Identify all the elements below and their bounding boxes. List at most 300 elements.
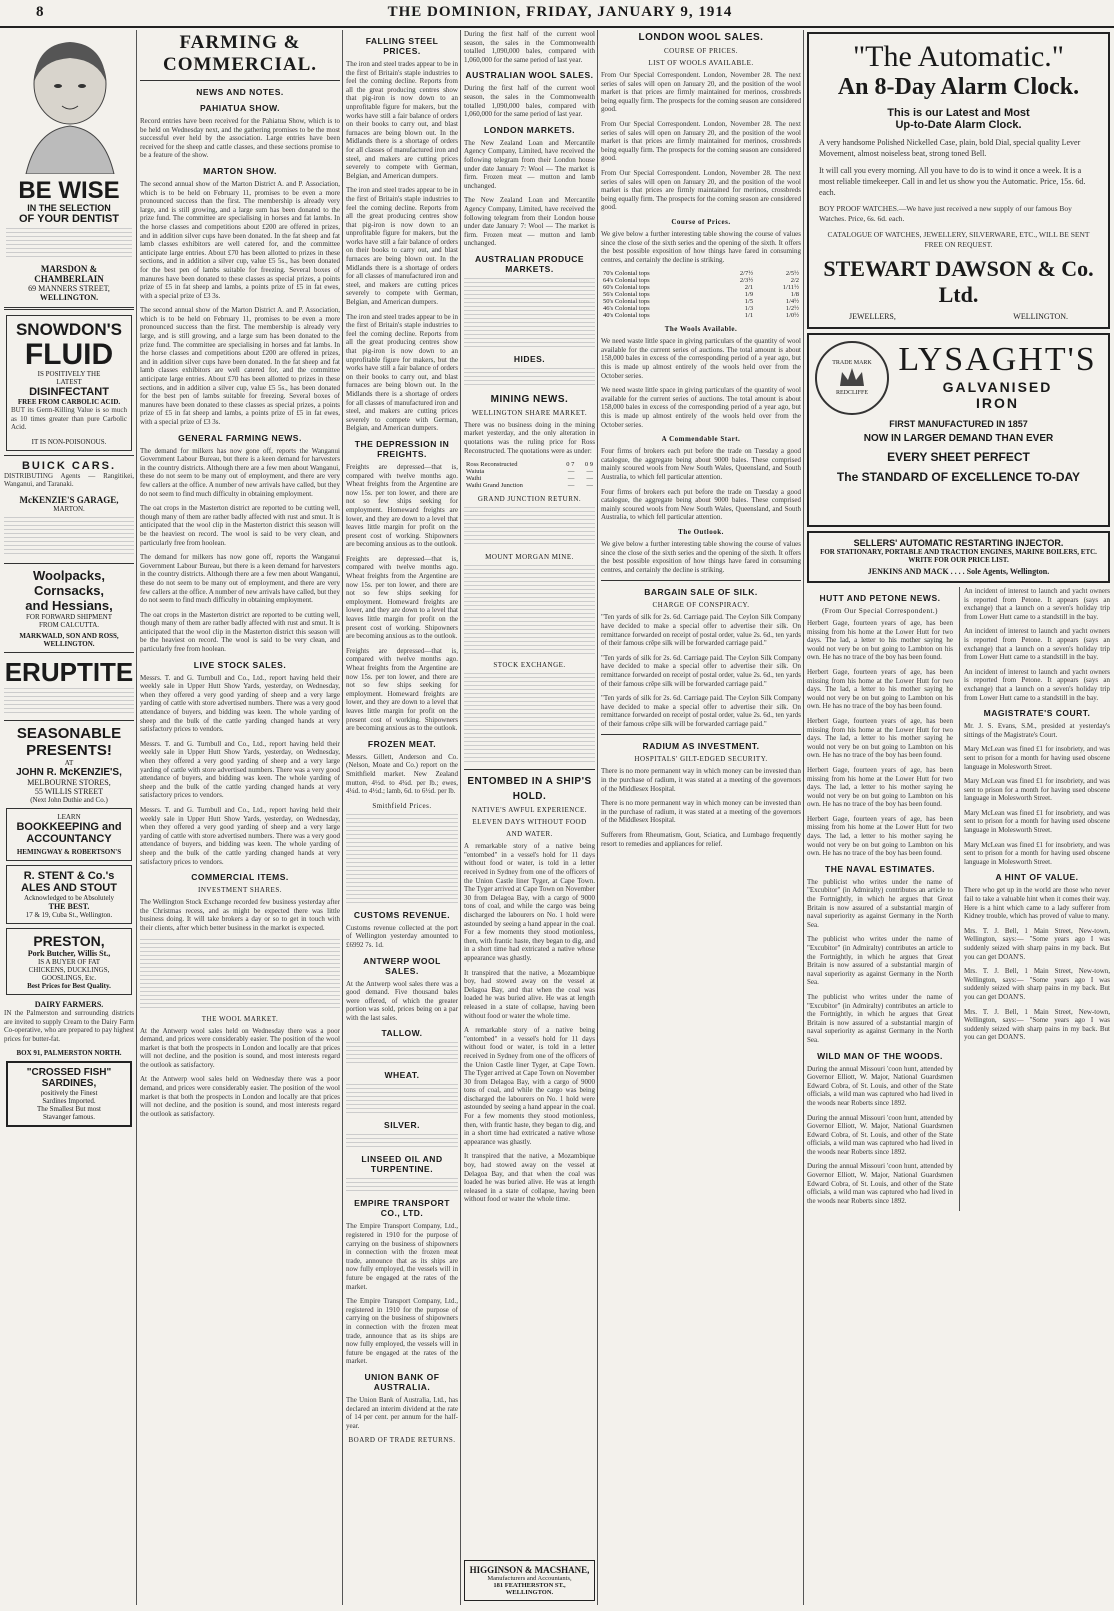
stent-advert <box>6 865 132 924</box>
be-wise-line: OF YOUR DENTIST <box>18 213 120 225</box>
price-a: 2/7½ <box>739 270 754 278</box>
woolpacks-line: FOR FORWARD SHIPMENT <box>26 612 112 621</box>
article-subheading: WELLINGTON SHARE MARKET. <box>471 408 588 417</box>
share-quotes-table <box>464 461 595 489</box>
article-text: During the annual Missouri 'coon hunt, attended by Governor Elliott, W. Major, National Guardsmen Edward Cobra, of St. Louis, and other of the State officials, a wild man was captured who had lived in the woods near Roberts since 1892. <box>807 1064 953 1107</box>
article-subheading: THE WOOL MARKET. <box>201 1014 279 1023</box>
article-text: The iron and steel trades appear to be in the first of Britain's staple industries to feel the coming decline. Reports from all the great producing centres show that pig-iron is now down to an unprofitable figure for makers, but the works have still a fair balance of orders on their books to carry out, and blast furnaces are being blown out. In the Midlands there is a shortage of orders for all classes of manufactured iron and steel, and makers are cutting prices severely to compete with German, Belgian, and American dumpers. <box>346 60 458 180</box>
price-b: 2/5½ <box>785 270 799 278</box>
stent-best: THE BEST. <box>48 901 90 911</box>
price-b: 1/4½ <box>785 298 799 306</box>
dentist-name: MARSDON & CHAMBERLAIN <box>34 264 104 284</box>
article-text: "Ten yards of silk for 2s. 6d. Carriage paid. The Ceylon Silk Company have decided to make a special offer to advertise their silk. On remittance forwarded on receipt of postal order, value 2s. 6d., ten yards of their famous crêpe silk will be forwarded carriage paid." <box>601 694 801 728</box>
alarm-description: It will call you every morning. All you have to do is to wind it once a week. It is a most reliable timekeeper. Call in and let us show you the Automatic. Price, 15s. 6d. each. <box>819 166 1086 197</box>
table-row <box>601 270 801 277</box>
table-row <box>601 284 801 291</box>
article-subheading: (From Our Special Correspondent.) <box>821 607 939 615</box>
article-text: Mr. J. S. Evans, S.M., presided at yesterday's sittings of the Magistrate's Court. <box>964 722 1110 739</box>
table-row <box>601 312 801 319</box>
snowdon-nonpoisonous: IT IS NON-POISONOUS. <box>31 437 107 446</box>
stent-line: Acknowledged to be Absolutely <box>23 893 114 902</box>
article-text: The second annual show of the Marton District A. and P. Association, which is to be held on February 11, promises to be even a more pronounced success than the first. The membership is already very large, and is still growing, and a large sum has been donated to the prize fund. The committee are specialising in horses and fat lambs. In the horse classes and competitions about £200 are offered in prizes, and in addition silver cups have been donated. In the fat sheep and fat lamb classes exhibitors are well catered for, and the committee anticipate large entries. About £70 has been allotted to prizes in these sections, and in addition a silver cup, value £5 5s., has been donated for the best pen of lambs suitable for freezing. Several boxes of manures have been donated to these classes as special prizes, a points prize of £5 in fat sheep and lambs, a points prize of £5 in fat ewes, with a special prize of £3 3s. <box>140 179 340 300</box>
article-text: Herbert Gage, fourteen years of age, has been missing from his home at the Lower Hutt for two days. The lad, a letter to his mother saying he would not very be on but going to Lambton on his own. He has no trace of the boy has been found. <box>807 619 953 662</box>
automatic-advert <box>807 32 1110 329</box>
dentist-address: 69 MANNERS STREET, <box>28 284 110 293</box>
article-text: The publicist who writes under the name of "Excubitor" (in Admiralty) contributes an article to the Fortnightly, in which he argues that Great Britain is now assured of a substantial margin of naval superiority as against Germany in the North Sea. <box>807 935 953 987</box>
article-text: Mary McLean was fined £1 for insobriety, and was sent to prison for a month for having used obscene language in Molesworth Street. <box>964 840 1110 866</box>
preston-advert <box>6 928 132 995</box>
article-heading: UNION BANK OF AUSTRALIA. <box>364 1371 440 1392</box>
bookkeeping-advert <box>6 808 132 861</box>
iron-text: IRON <box>976 395 1019 411</box>
higginson-name: HIGGINSON & MACSHANE, <box>469 1565 590 1575</box>
article-text: Freights are depressed—that is, compared with twelve months ago. Wheat freights from the Argentine are now 15s. per ton lower, and there are not so few ships seeking for employment. Homeward freights are lower, and they are down to a level that leaves little margin for profit on the present cost of working. Shipowners are becoming anxious as to the outlook. <box>346 462 458 549</box>
article-heading: MAGISTRATE'S COURT. <box>983 708 1091 719</box>
mckenzie-note: (Next John Duthie and Co.) <box>30 795 108 804</box>
grade: 56's Colonial tops <box>603 291 650 299</box>
price-a: 1/1 <box>744 312 754 320</box>
at-text: AT <box>64 758 74 767</box>
article-text: The second annual show of the Marton District A. and P. Association, which is to be held on February 11, promises to be even a more pronounced success than the first. The membership is already very large, and is still growing, and a large sum has been donated to the prize fund. The committee are specialising in horses and fat lambs. In the horse classes and competitions about £200 are offered in prizes, and in addition silver cups have been donated. In the fat sheep and fat lamb classes exhibitors are well catered for, and the committee anticipate large entries. About £70 has been allotted to prizes in these sections, and in addition a silver cup, value £5 5s., has been donated for the best pen of lambs suitable for freezing. Several boxes of manures have been donated to these classes as special prizes, a points prize of £5 in fat sheep and lambs, a points prize of £5 in fat ewes, with a special prize of £3 3s. <box>140 306 340 426</box>
woolpacks-title: and Hessians, <box>25 597 113 613</box>
article-text: Four firms of brokers each put before the trade on Tuesday a good catalogue, the aggregate being about 9000 bales. These comprised mainly scoured wools from New South Wales, Queensland, and South Australia, to which fell particular attention. <box>601 447 801 481</box>
alarm-title: An 8-Day Alarm Clock. <box>837 74 1080 100</box>
article-text: The publicist who writes under the name of "Excubitor" (in Admiralty) contributes an article to the Fortnightly, in which he argues that Great Britain is now assured of a substantial margin of naval superiority as against Germany in the North Sea. <box>807 877 953 929</box>
article-text: We need waste little space in giving particulars of the quantity of wool available for the current series of auctions. The total amount is about 158,000 bales in excess of the corresponding period of a year ago, but this is made up almost entirely of the wools held over from the October series. <box>601 386 801 429</box>
section-subtitle: NEWS AND NOTES. <box>196 87 284 97</box>
stewart-footer <box>819 312 1098 321</box>
article-text: During the first half of the current wool season, the sales in the Commonwealth totalled 1,090,000 bales, compared with 1,060,000 for the same period of last year. <box>464 84 595 119</box>
article-text: At the Antwerp wool sales held on Wednesday there was a poor demand, and prices were considerably easier. The position of the wool market is that both the prospects in London and locally are that prices will not decline, and the position is sound, and most interests regard the outlook as satisfactory. <box>140 1075 340 1118</box>
column-adverts <box>4 30 134 1605</box>
article-subheading: BOARD OF TRADE RETURNS. <box>348 1436 456 1445</box>
article-text: Herbert Gage, fourteen years of age, has been missing from his home at the Lower Hutt for two days. The lad, a letter to his mother saying he would not very be on but going to Lambton on his own. He has no trace of the boy has been found. <box>807 667 953 711</box>
article-text: The Empire Transport Company, Ltd., registered in 1910 for the purpose of carrying on the business of shipowners in connection with the frozen meat trade, announce that as its ships are now fully employed, the vessels will in future be engaged at the rates of the market. <box>346 1297 458 1366</box>
snowdon-fluid: FLUID <box>24 338 114 371</box>
share-name: Waihi Grand Junction <box>466 482 523 490</box>
higginson-advert <box>464 1560 595 1601</box>
article-text: Record entries have been received for the Pahiatua Show, which is to be held on Wednesday next, and the gathering promises to be the most successful ever held by the association. Large entries have been received for the sheep and cattle classes, and these sections promise to be a feature of the show. <box>140 117 340 160</box>
higginson-line: Manufacturers and Accountants, <box>487 1575 572 1582</box>
garage-name: McKENZIE'S GARAGE, <box>19 494 119 505</box>
presents-title: PRESENTS! <box>26 741 112 759</box>
snowdon-line: FREE FROM CARBOLIC ACID. <box>17 398 121 406</box>
article-text: The New Zealand Loan and Mercantile Agency Company, Limited, have received the following telegram from their London house under date January 7: Wool — The market is firm. Frozen meat — mutton and lamb unchanged. <box>464 138 595 190</box>
snowdon-title: SNOWDON'S <box>15 320 123 339</box>
buick-title: BUICK CARS. <box>21 459 117 472</box>
crown-icon <box>838 366 866 390</box>
right-columns <box>807 587 1110 1211</box>
article-heading: AUSTRALIAN PRODUCE MARKETS. <box>474 253 585 274</box>
article-text: We give below a further interesting table showing the course of values since the close of the sixth series and the opening of the sixth. It offers the best possible exposition of how things have fared in consuming centres, and certainly the decline is striking. <box>601 229 801 264</box>
article-heading: LONDON MARKETS. <box>483 124 576 135</box>
table-row <box>464 475 595 482</box>
article-heading: SILVER. <box>384 1120 420 1131</box>
snowdon-disinfectant: DISINFECTANT <box>29 386 109 398</box>
article-text: Mrs. T. J. Bell, 1 Main Street, New-town, Wellington, says:— "Some years ago I was suddenly seized with sharp pains in my back. But you can get DOAN'S. <box>964 926 1110 961</box>
article-text: The demand for milkers has now gone off, reports the Wanganui Government Labour Bureau, but there is a keen demand for harvesters in the country districts. Although there are a few men about Wanganui, these do not seem to be many out of employment, and there are very few callers at the office. A number of new arrivals have called, but they do not seem to find much difficulty in obtaining employment. <box>140 553 340 605</box>
column-farming <box>140 30 340 1605</box>
be-wise-line: IN THE SELECTION <box>27 203 111 213</box>
article-text: "Ten yards of silk for 2s. 6d. Carriage paid. The Ceylon Silk Company have decided to make a special offer to advertise their silk. On remittance forwarded on receipt of postal order, value 2s. 6d., ten yards of their famous crêpe silk will be forwarded carriage paid." <box>601 613 801 648</box>
share-sellers: — <box>586 468 593 476</box>
mckenzie-name: JOHN R. McKENZIE'S, <box>16 766 122 778</box>
column-rule <box>460 30 461 1605</box>
automatic-title: "The Automatic." <box>852 40 1065 73</box>
lysaght-line: The STANDARD OF EXCELLENCE TO-DAY <box>836 470 1081 484</box>
preston-line: GOOSLINGS, Etc. <box>41 973 97 982</box>
article-heading: TALLOW. <box>381 1028 423 1039</box>
column-markets <box>464 30 595 1605</box>
price-a: 1/9 <box>744 291 754 299</box>
article-text: An incident of interest to launch and yacht owners is reported from Petone. It appears (says an exchange) that a launch on a seven's holiday trip from Lower Hutt came to a standstill in the bay. <box>964 667 1110 702</box>
article-subheading: A Commendable Start. <box>661 435 741 444</box>
lysaght-line: EVERY SHEET PERFECT <box>887 450 1030 464</box>
share-name: Waiuta <box>466 468 485 476</box>
garage-town: MARTON. <box>53 504 85 513</box>
column-right <box>807 30 1110 1605</box>
section-title: FARMING & COMMERCIAL. <box>162 32 318 75</box>
article-heading: WHEAT. <box>384 1070 420 1081</box>
table-row <box>601 291 801 298</box>
article-text: Mary McLean was fined £1 for insobriety, and was sent to prison for a month for having used obscene language in Molesworth Street. <box>964 777 1110 803</box>
article-text: The iron and steel trades appear to be in the first of Britain's staple industries to feel the coming decline. Reports from all the great producing centres show that pig-iron is now down to an unprofitable figure for makers, but the works have still a fair balance of orders on their books to carry out, and blast furnaces are being blown out. In the Midlands there is a shortage of orders for all classes of manufactured iron and steel, and makers are cutting prices severely to compete with German, Belgian, and American dumpers. <box>346 312 458 433</box>
gear-cutting-text <box>4 517 134 557</box>
article-heading: COMMERCIAL ITEMS. <box>191 872 289 883</box>
article-text: There who get up in the world are those who never fail to take a valuable hint when it comes their way. Here is a hint which came to a lady sufferer from Kidney trouble, which has proved of value to many. <box>964 886 1110 921</box>
share-buyers: — <box>567 468 575 476</box>
stent-title: R. STENT & Co.'s <box>23 869 115 882</box>
article-text: Messrs. Gillett, Anderson and Co. (Nelson, Moate and Co.) report on the Smithfield market. New Zealand mutton, 4½d. to 4¾d. per lb.; ewes, 4¼d. to 4½d.; lamb, 6d. to 6½d. per lb. <box>346 752 458 796</box>
right-subcolumn <box>807 587 953 1211</box>
snowdon-advert <box>6 315 132 451</box>
share-sellers: — <box>586 475 593 483</box>
share-buyers: 0 7 <box>566 461 575 469</box>
portrait-illustration <box>6 34 134 174</box>
alarm-description: A very handsome Polished Nickelled Case, plain, bold Dial, special quality Lever Movement, almost noiseless beat, strong toned Bell. <box>819 138 1081 158</box>
article-heading: HIDES. <box>513 353 546 364</box>
accountancy-title: ACCOUNTANCY <box>26 832 112 845</box>
article-heading: GENERAL FARMING NEWS. <box>178 432 302 443</box>
article-text: Sufferers from Rheumatism, Gout, Sciatica, and Lumbago frequently resort to remedies and appliances for relief. <box>601 831 801 848</box>
article-heading: AUSTRALIAN WOOL SALES. <box>465 70 594 81</box>
divider <box>4 563 134 564</box>
latest-line: This is our Latest and Most <box>887 107 1030 119</box>
sardines-line: Sardines Imported. <box>42 1097 96 1106</box>
lysaght-advert <box>807 333 1110 527</box>
price-b: 1/11½ <box>782 284 799 292</box>
learn-text: LEARN <box>57 812 81 821</box>
article-text: From Our Special Correspondent. London, November 28. The next series of sales will open on January 20, and the position of the wool market is that prices are firmly maintained for merinos, crossbreds being equally firm. The prospects for the coming season are considered good. <box>601 71 801 114</box>
table-row <box>464 461 595 468</box>
sardines-line: The Smallest But most <box>37 1105 101 1114</box>
article-heading: CUSTOMS REVENUE. <box>353 909 451 920</box>
latest-line: Up-to-Date Alarm Clock. <box>895 119 1022 131</box>
preston-line: Pork Butcher, Willis St., <box>27 948 111 958</box>
entombed-sub: ELEVEN DAYS WITHOUT FOOD <box>472 818 587 827</box>
be-wise-heading: BE WISE <box>18 177 120 204</box>
snowdon-line: LATEST <box>56 378 82 386</box>
article-heading: THE NAVAL ESTIMATES. <box>825 863 935 874</box>
article-text: There was no business doing in the mining market yesterday, and the only alteration in quotations was the ruling price for Ross Reconstructed. The quotations were as under: <box>464 420 595 455</box>
sardines-line: positively the Finest <box>40 1089 98 1098</box>
article-heading: MINING NEWS. <box>490 393 569 405</box>
article-text: The oat crops in the Masterton district are reported to be cutting well, though many of them are rather badly affected with rust and smut. It is anticipated that the wool clip in the Masterton district this season will be the heaviest on record. The wool is said to be very clean, and particularly free from hoolean. <box>140 504 340 547</box>
article-text: Freights are depressed—that is, compared with twelve months ago. Wheat freights from the Argentine are now 15s. per ton lower, and there are not so few ships seeking for employment. Homeward freights are lower, and they are down to a level that leaves little margin for profit on the present cost of working. Shipowners are becoming anxious as to the outlook. <box>346 554 458 641</box>
article-text: We need waste little space in giving particulars of the quantity of wool available for the current series of auctions. The total amount is about 158,000 bales in excess of the corresponding period of a year ago, but this is made up almost entirely of the wools held over from the October series. <box>601 337 801 380</box>
masthead: THE DOMINION, FRIDAY, JANUARY 9, 1914 <box>387 4 733 20</box>
lysaght-line: FIRST MANUFACTURED IN 1857 <box>889 419 1028 429</box>
price-b: 1/2½ <box>785 305 799 313</box>
article-text: Freights are depressed—that is, compared with twelve months ago. Wheat freights from the Argentine are now 15s. per ton lower, and there are not so few ships seeking for employment. Homeward freights are lower, and they are down to a level that leaves little margin for profit on the present cost of working. Shipowners are becoming anxious as to the outlook. <box>346 646 458 733</box>
table-row <box>601 298 801 305</box>
column-rule <box>136 30 137 1605</box>
article-text: From Our Special Correspondent. London, November 28. The next series of sales will open on January 20, and the position of the wool market is that prices are firmly maintained for merinos, crossbreds being equally firm. The prospects for the coming season are considered good. <box>601 168 801 212</box>
divider <box>601 580 801 581</box>
article-heading: HUTT AND PETONE NEWS. <box>819 593 941 603</box>
wheat-text <box>346 1084 458 1114</box>
table-row <box>601 277 801 284</box>
table-row <box>464 482 595 489</box>
article-text: Messrs. T. and G. Turnbull and Co., Ltd., report having held their weekly sale in Upper Hutt Show Yards, yesterday, on Wednesday, when they offered a very good yarding of sheep and a very large yarding of cattle with store advertised numbers. There was a very good attendance of buyers, and bidding was keen. The whole yarding of sheep and the bulk of the cattle yarding changed hands at very satisfactory prices to vendors. <box>140 805 340 866</box>
table-row <box>601 305 801 312</box>
article-text: During the annual Missouri 'coon hunt, attended by Governor Elliott, W. Major, National Guardsmen Edward Cobra, of St. Louis, and other of the State officials, a wild man was captured who had lived in the woods near Roberts since 1892. <box>807 1113 953 1156</box>
share-buyers: — <box>567 482 575 490</box>
eruptite-title: ERUPTITE <box>4 656 134 687</box>
article-heading: LIVE STOCK SALES. <box>193 659 287 670</box>
article-text: Messrs. T. and G. Turnbull and Co., Ltd., report having held their weekly sale in Upper Hutt Show Yards, yesterday, on Wednesday, when they offered a very good yarding of sheep and a very large yarding of cattle with store advertised numbers. There was a very good attendance of buyers, and bidding was keen. The whole yarding of sheep and the bulk of the cattle yarding changed hands at very satisfactory prices to vendors. <box>140 673 340 734</box>
share-sellers: — <box>586 482 593 490</box>
price-a: 1/3 <box>744 305 754 313</box>
article-subheading: HOSPITALS' GILT-EDGED SECURITY. <box>634 755 768 764</box>
snowdon-line: IS POSITIVELY THE <box>37 370 101 378</box>
preston-price: Best Prices for Best Quality. <box>27 981 111 990</box>
stent-ales: ALES AND STOUT <box>21 881 117 894</box>
column-rule <box>342 30 343 1605</box>
trademark-text: TRADE MARK <box>832 360 872 366</box>
eruptite-text <box>4 688 134 714</box>
article-text: During the first half of the current wool season, the sales in the Commonwealth totalled 1,090,000 bales, compared with 1,060,000 for the same period of last year. <box>464 30 595 64</box>
article-subheading: STOCK EXCHANGE. <box>493 661 566 670</box>
jenkins-name: JENKINS AND MACK . . . . Sole Agents, Wellington. <box>867 567 1050 576</box>
prices-table <box>601 270 801 319</box>
article-subheading: CHARGE OF CONSPIRACY. <box>652 601 750 610</box>
article-text: Herbert Gage, fourteen years of age, has been missing from his home at the Lower Hutt for two days. The lad, a letter to his mother saying he would not very be on but going to Lambton on his own. He has no trace of the boy has been found. <box>807 716 953 760</box>
dairy-title: DAIRY FARMERS. <box>34 999 104 1009</box>
divider <box>4 307 134 310</box>
article-text: There is no more permanent way in which money can be invested than in the purchase of radium, it was stated at a meeting of the governors of the Middlesex Hospital. <box>601 799 801 825</box>
article-heading: A HINT OF VALUE. <box>995 872 1079 883</box>
article-text: Customs revenue collected at the port of Wellington yesterday amounted to £6992 7s. 1d. <box>346 923 458 949</box>
article-text: Herbert Gage, fourteen years of age, has been missing from his home at the Lower Hutt for two days. The lad, a letter to his mother saying he would not very be on but going to Lambton on his own. He has no trace of the boy has been found. <box>807 765 953 809</box>
column-rule <box>597 30 598 1605</box>
woolpacks-title: Woolpacks, Cornsacks, <box>32 567 105 598</box>
stewart-dawson-name: STEWART DAWSON & Co. Ltd. <box>823 256 1094 307</box>
article-text: During the annual Missouri 'coon hunt, attended by Governor Elliott, W. Major, National Guardsmen Edward Cobra, of St. Louis, and other of the State officials, a wild man was captured who had lived in the woods near Roberts since 1892. <box>807 1162 953 1205</box>
preston-line: IS A BUYER OF FAT <box>37 957 101 966</box>
silver-text <box>346 1134 458 1148</box>
grade: 64's Colonial tops <box>603 277 650 285</box>
price-a: 2/1 <box>744 284 754 292</box>
divider <box>140 80 340 81</box>
buick-body: DISTRIBUTING Agents — Rangitikei, Wanganui, and Taranaki. <box>4 471 134 489</box>
markwald-name: MARKWALD, SON AND ROSS, WELLINGTON. <box>19 631 119 648</box>
galvanised-text: GALVANISED <box>942 379 1053 395</box>
article-text: From Our Special Correspondent. London, November 28. The next series of sales will open on January 20, and the position of the wool market is that prices are firmly maintained for merinos, crossbreds being equally firm. The prospects for the coming season are considered good. <box>601 119 801 163</box>
article-text: The Wellington Stock Exchange recorded few business yesterday after the Christmas recess, and as might be expected there was little business doing. It will take brokers a day or so to get in touch with their clients, after which better business in the market is expected. <box>140 898 340 932</box>
grade: 46's Colonial tops <box>603 305 650 313</box>
article-heading: FALLING STEEL PRICES. <box>365 36 439 56</box>
preston-title: PRESTON, <box>33 932 105 949</box>
mckenzie-street: 55 WILLIS STREET <box>34 786 104 796</box>
article-subheading: Smithfield Prices. <box>372 801 432 810</box>
article-heading: RADIUM AS INVESTMENT. <box>642 741 760 752</box>
divider <box>4 455 134 456</box>
hides-text <box>464 368 595 388</box>
grade: 70's Colonial tops <box>603 270 650 278</box>
article-text: We give below a further interesting table showing the course of values since the close of the sixth series and the opening of the sixth. It offers the best possible exposition of how things have fared in consuming centres, and certainly the decline is striking. <box>601 539 801 574</box>
article-text: Mrs. T. J. Bell, 1 Main Street, New-town, Wellington, says:— "Some years ago I was suddenly seized with sharp pains in my back. But you can get DOAN'S. <box>964 1007 1110 1042</box>
mount-morgan-text <box>464 565 595 655</box>
article-heading: PAHIATUA SHOW. <box>199 103 281 113</box>
page-header <box>0 0 1114 28</box>
sardines-line: Stavanger famous. <box>42 1113 96 1122</box>
price-b: 1/0½ <box>785 312 799 320</box>
catalogue-text: CATALOGUE OF WATCHES, JEWELLERY, SILVERWARE, ETC., WILL BE SENT FREE ON REQUEST. <box>827 230 1090 249</box>
article-text: It transpired that the native, a Mozambique boy, had stowed away on the vessel at Delagoa Bay, and that when the coal was loaded he was buried alive. He was at length released in a state of collapse, having been without food or water the whole time. <box>464 1152 595 1204</box>
boy-watch-text: BOY PROOF WATCHES.—We have just received a new supply of our famous Boy Watches. Price, 6s. 6d. each. <box>819 204 1072 223</box>
article-text: An incident of interest to launch and yacht owners is reported from Petone. It appears (says an exchange) that a launch on a seven's holiday trip from Lower Hutt came to a standstill in the bay. <box>964 627 1110 662</box>
article-text: Mary McLean was fined £1 for insobriety, and was sent to prison for a month for having used obscene language in Molesworth Street. <box>964 745 1110 771</box>
article-text: There is no more permanent way in which money can be invested than in the purchase of radium, it was stated at a meeting of the governors of the Middlesex Hospital. <box>601 767 801 793</box>
article-text: The Union Bank of Australia, Ltd., has declared an interim dividend at the rate of 14 per cent. per annum for the half-year. <box>346 1395 458 1430</box>
produce-text <box>464 278 595 348</box>
article-text: A remarkable story of a native being "entombed" in a vessel's hold for 11 days without food or water, is told in a letter received in Sydney from one of the officers of the Union Castle liner Tyger, at Cape Town. The Tyger arrived at Cape Town on November 30 from Delagoa Bay, with a cargo of 9000 tons of coal, and while the cargo was being discharged the labourers on No. 1 hold were astounded by seeing a hand appear in the coal. For a few moments they stood motionless, then, with frantic haste, they began to dig, and in a short time had extricated a native whose appearance was ghastly. <box>464 842 595 962</box>
woolpacks-line: FROM CALCUTTA. <box>38 620 100 629</box>
article-text: Four firms of brokers each put before the trade on Tuesday a good catalogue, the aggregate being about 9000 bales. These comprised mainly scoured wools from New South Wales, Queensland, and South Australia, to which fell particular attention. <box>601 487 801 522</box>
article-text: "Ten yards of silk for 2s. 6d. Carriage paid. The Ceylon Silk Company have decided to make a special offer to advertise their silk. On remittance forwarded on receipt of postal order, value 2s. 6d., ten yards of their famous crêpe silk will be forwarded carriage paid." <box>601 653 801 688</box>
entombed-sub: AND WATER. <box>506 830 553 839</box>
article-heading: FROZEN MEAT. <box>367 738 437 749</box>
lysaght-title: LYSAGHT'S <box>898 341 1097 378</box>
stent-address: 17 & 19, Cuba St., Wellington. <box>25 910 113 919</box>
dentist-address: WELLINGTON. <box>39 293 99 302</box>
right-subcolumn <box>959 587 1110 1211</box>
grade: 60's Colonial tops <box>603 284 650 292</box>
grand-junction-text <box>464 507 595 547</box>
article-heading: THE DEPRESSION IN FREIGHTS. <box>354 438 450 459</box>
article-heading: ANTWERP WOOL SALES. <box>363 955 441 976</box>
entombed-title: ENTOMBED IN A SHIP'S <box>467 776 592 788</box>
article-text: The oat crops in the Masterton district are reported to be cutting well, though many of them are rather badly affected with rust and smut. It is anticipated that the wool clip in the Masterton district this season will be the heaviest on record. The wool is said to be very clean, and particularly free from hoolean. <box>140 610 340 654</box>
article-subheading: MOUNT MORGAN MINE. <box>485 553 574 562</box>
trademark-seal <box>815 341 889 415</box>
linseed-text <box>346 1178 458 1192</box>
tallow-text <box>346 1042 458 1064</box>
article-text: At the Antwerp wool sales held on Wednesday there was a poor demand, and prices were considerably easier. The position of the wool market is that both the prospects in London and locally are that prices will not decline, and the position is sound, and most interests regard the outlook as satisfactory. <box>140 1026 340 1069</box>
sellers-title: SELLERS' AUTOMATIC RESTARTING INJECTOR. <box>853 538 1064 548</box>
article-heading: WILD MAN OF THE WOODS. <box>817 1050 943 1061</box>
divider <box>601 734 801 735</box>
share-name: Ross Reconstructed <box>466 461 518 469</box>
trademark-text: REDCLIFFE <box>835 390 868 396</box>
column-rule <box>803 30 804 1605</box>
grade: 50's Colonial tops <box>603 298 650 306</box>
divider <box>4 720 134 721</box>
article-subheading: LIST OF WOOLS AVAILABLE. <box>648 59 754 67</box>
page-number: 8 <box>36 4 44 20</box>
article-subheading: The Outlook. <box>678 527 724 536</box>
article-text: The Empire Transport Company, Ltd., registered in 1910 for the purpose of carrying on the business of shipowners in connection with the frozen meat trade, announce that as its ships are now fully employed, the vessels will in future be engaged at the rates of the market. <box>346 1222 458 1291</box>
sellers-advert <box>807 531 1110 583</box>
column-commercial <box>346 30 458 1605</box>
preston-line: CHICKENS, DUCKLINGS, <box>28 965 110 974</box>
sardines-advert <box>6 1061 132 1127</box>
article-subheading: GRAND JUNCTION RETURN. <box>477 495 582 504</box>
article-heading: LONDON WOOL SALES. <box>638 32 764 43</box>
grade: 40's Colonial tops <box>603 312 650 320</box>
article-text: An incident of interest to launch and yacht owners is reported from Petone. It appears (says an exchange) that a launch on a seven's holiday trip from Lower Hutt came to a standstill in the bay. <box>964 587 1110 621</box>
article-subheading: COURSE OF PRICES. <box>663 47 739 55</box>
hemingway-name: HEMINGWAY & ROBERTSON'S <box>16 847 122 856</box>
wellington-label: WELLINGTON. <box>1013 312 1068 321</box>
article-text: The iron and steel trades appear to be in the first of Britain's staple industries to feel the coming decline. Reports from all the great producing centres show that pig-iron is now down to an unprofitable figure for makers, but the works have still a fair balance of orders on their books to carry out, and blast furnaces are being blown out. In the Midlands there is a shortage of orders for all classes of manufactured iron and steel, and makers are cutting prices severely to compete with German, Belgian, and American dumpers. <box>346 186 458 307</box>
price-b: 2/2 <box>790 277 799 285</box>
article-text: The New Zealand Loan and Mercantile Agency Company, Limited, have received the following telegram from their London house under date January 7: Wool — The market is firm. Frozen meat — mutton and lamb unchanged. <box>464 196 595 248</box>
dentist-advert <box>6 34 132 302</box>
higginson-address: 181 FEATHERSTON ST., WELLINGTON. <box>493 1582 566 1596</box>
jewellers-label: JEWELLERS, <box>849 312 896 321</box>
stock-exchange-text <box>464 673 595 763</box>
mckenzie-store: MELBOURNE STORES, <box>27 777 111 787</box>
price-a: 1/5 <box>744 298 754 306</box>
article-heading: BARGAIN SALE OF SILK. <box>644 587 758 598</box>
article-subheading: The Wools Available. <box>664 325 738 334</box>
price-table <box>346 814 458 904</box>
article-text: The demand for milkers has now gone off, reports the Wanganui Government Labour Bureau, but there is a keen demand for harvesters in the country districts. Although there are a few men about Wanganui, these do not seem to be many out of employment, and there are very few callers at the office. A number of new arrivals have called, but they do not seem to find much difficulty in obtaining employment. <box>140 446 340 498</box>
price-a: 2/3½ <box>739 277 754 285</box>
dairy-body: IN the Palmerston and surrounding districts are invited to supply Cream to the Dairy Farm Co-operative, who are prepared to pay highest prices for butter-fat. <box>4 1008 134 1043</box>
article-text: Mrs. T. J. Bell, 1 Main Street, New-town, Wellington, says:— "Some years ago I was suddenly seized with sharp pains in my back. But you can get DOAN'S. <box>964 967 1110 1001</box>
lysaght-line: NOW IN LARGER DEMAND THAN EVER <box>863 433 1054 444</box>
article-text: The publicist who writes under the name of "Excubitor" (in Admiralty) contributes an article to the Fortnightly, in which he argues that Great Britain is now assured of a substantial margin of naval superiority as against Germany in the North Sea. <box>807 992 953 1044</box>
dairy-box: BOX 91, PALMERSTON NORTH. <box>16 1049 122 1058</box>
price-list <box>6 228 132 258</box>
sellers-line: FOR STATIONARY, PORTABLE AND TRACTION ENGINES, MARINE BOILERS, ETC. <box>820 548 1097 556</box>
divider <box>4 652 134 653</box>
divider <box>464 769 595 770</box>
price-b: 1/8 <box>790 291 799 299</box>
sardines-title: "CROSSED FISH" SARDINES, <box>26 1067 112 1090</box>
article-subheading: Course of Prices. <box>671 217 731 226</box>
article-text: A remarkable story of a native being "entombed" in a vessel's hold for 11 days without food or water, is told in a letter received in Sydney from one of the officers of the Union Castle liner Tyger, at Cape Town. The Tyger arrived at Cape Town on November 30 from Delagoa Bay, with a cargo of 9000 tons of coal, and while the cargo was being discharged the labourers on No. 1 hold were astounded by seeing a hand appear in the coal. For a few moments they stood motionless, then, with frantic haste, they began to dig, and in a short time had extricated a native whose appearance was ghastly. <box>464 1026 595 1146</box>
seasonable-title: SEASONABLE <box>16 724 122 742</box>
article-text: Mary McLean was fined £1 for insobriety, and was sent to prison for a month for having used obscene language in Molesworth Street. <box>964 808 1110 835</box>
bookkeeping-title: BOOKKEEPING and <box>16 820 122 833</box>
article-text: At the Antwerp wool sales there was a good demand. Five thousand bales were offered, of which the greater portion was sold, prices being on a par with the last sales. <box>346 979 458 1022</box>
table-row <box>464 468 595 475</box>
article-text: It transpired that the native, a Mozambique boy, had stowed away on the vessel at Delagoa Bay, and that when the coal was loaded he was buried alive. He was at length released in a state of collapse, having been without food or water the whole time. <box>464 968 595 1020</box>
share-table <box>140 939 340 1009</box>
article-text: Messrs. T. and G. Turnbull and Co., Ltd., report having held their weekly sale in Upper Hutt Show Yards, yesterday, on Wednesday, when they offered a very good yarding of sheep and a very large yarding of cattle with store advertised numbers. There was a very good attendance of buyers, and bidding was keen. The whole yarding of sheep and the bulk of the cattle yarding changed hands at very satisfactory prices to vendors. <box>140 739 340 800</box>
entombed-title: HOLD. <box>512 791 547 803</box>
snowdon-body: BUT its Germ-Killing Value is so much as 10 times greater than pure Carbolic Acid. <box>11 406 127 432</box>
article-text: Herbert Gage, fourteen years of age, has been missing from his home at the Lower Hutt for two days. The lad, a letter to his mother saying he would not very be on but going to Lambton on his own. He has no trace of the boy has been found. <box>807 814 953 858</box>
share-buyers: — <box>567 475 575 483</box>
share-name: Waihi <box>466 475 482 483</box>
sellers-line: WRITE FOR OUR PRICE LIST. <box>908 556 1009 564</box>
article-heading: LINSEED OIL AND TURPENTINE. <box>361 1154 443 1175</box>
